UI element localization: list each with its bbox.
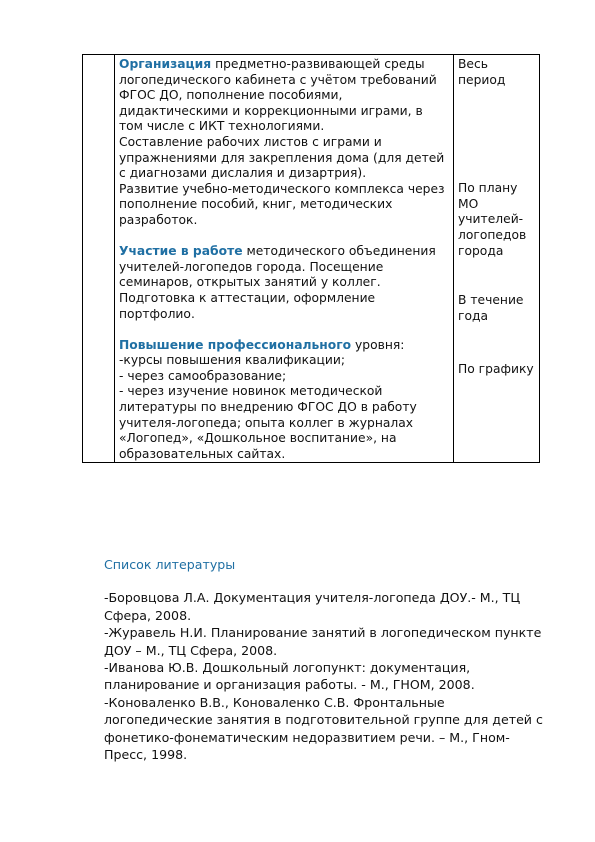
reference-item: -Коноваленко В.В., Коноваленко С.В. Фронтальные логопедические занятия в подготовительной группе для детей с фонетико-фонематическим недоразвитием речи. – М., Гном-Пресс, 1998. [104,694,543,763]
organization-paragraph: Организация предметно-развивающей среды логопедического кабинета с учётом требований ФГОС ДО, пополнение пособиями, дидактическими и коррекционными играми, в том числе с ИКТ технологиями. [119,57,437,134]
references-section [104,556,549,763]
reference-item: -Иванова Ю.В. Дошкольный логопункт: документация, планирование и организация работы. - М., ГНОМ, 2008. [104,660,475,693]
reference-item: -Журавель Н.И. Планирование занятий в логопедическом пункте ДОУ – М., ТЦ Сфера, 2008. [104,625,542,658]
participation-heading: Участие в работе [119,244,243,259]
worksheets-paragraph: Составление рабочих листов с играми и упражнениями для закрепления дома (для детей с диагнозами дислалия и дизартрия). [119,134,445,181]
reference-item: -Боровцова Л.А. Документация учителя-логопеда ДОУ.- М., ТЦ Сфера, 2008. [104,590,521,623]
activities-cell [115,55,454,463]
references-title: Список литературы [104,557,236,572]
qualification-item: - через самообразование; [119,368,287,383]
attestation-paragraph: Подготовка к аттестации, оформление портфолио. [119,290,376,321]
qualification-heading: Повышение профессионального [119,337,352,352]
table-row [83,55,540,463]
organization-heading: Организация [119,57,212,71]
term-4: По графику [458,362,534,377]
work-plan-table [82,54,540,463]
qualification-paragraph: Повышение профессионального уровня: [119,337,405,352]
term-1: Весь период [458,57,506,87]
qualification-item: -курсы повышения квалификации; [119,353,346,368]
complex-paragraph: Развитие учебно-методического комплекса через пополнение пособий, книг, методических разработок. [119,181,445,227]
term-2: По плану МО учителей-логопедов города [458,181,527,258]
qualification-item: - через изучение новинок методической литературы по внедрению ФГОС ДО в работу учителя-логопеда; опыта коллег в журналах «Логопед», «Дошкольное воспитание», на образовательных сайтах. [119,384,417,461]
number-cell [83,55,115,463]
term-3: В течение года [458,293,524,323]
terms-cell [454,55,540,463]
participation-paragraph: Участие в работе методического объединения учителей-логопедов города. Посещение семинаров, открытых занятий у коллег. [119,244,436,290]
